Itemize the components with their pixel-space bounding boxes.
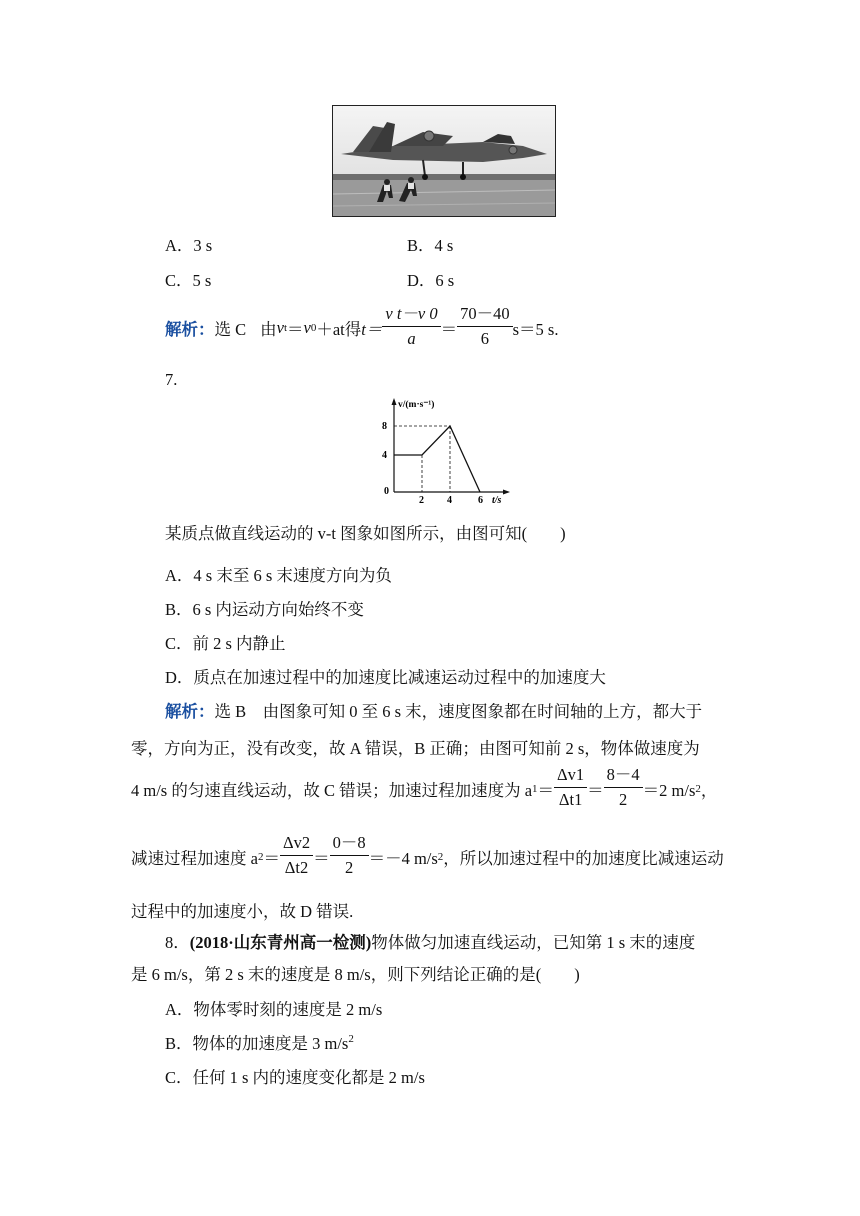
x-axis-arrow	[503, 490, 510, 495]
aircraft-photo-svg	[333, 106, 556, 217]
q7-option-d: D．质点在加速过程中的加速度比减速运动过程中的加速度大	[165, 668, 606, 687]
fraction: $\frac{\text{v t－v 0}}{a}$	[382, 304, 440, 349]
q7-option-b: B．6 s 内运动方向始终不变	[165, 600, 364, 619]
q7-option-c: C．前 2 s 内静止	[165, 634, 286, 653]
q7-solution-line1: 解析：选 B 由图象可知 0 至 6 s 末，速度图象都在时间轴的上方，都大于	[165, 702, 703, 721]
solution-label: 解析：	[165, 320, 215, 339]
q6-option-c: C．5 s	[165, 271, 212, 290]
fraction: $\frac{0-8}{2}$	[330, 833, 369, 878]
vt-series-line	[394, 426, 480, 492]
x-tick-label: 2	[419, 495, 424, 506]
q8-stem-line2: 是 6 m/s，第 2 s 末的速度是 8 m/s，则下列结论正确的是( )	[131, 965, 580, 984]
vt-graph	[358, 395, 518, 512]
q6-option-a: A．3 s	[165, 236, 213, 255]
q7-solution-line2: 零，方向为正，没有改变，故 A 错误，B 正确；由图可知前 2 s，物体做速度为	[131, 739, 700, 758]
q8-source: (2018·山东青州高一检测)	[189, 933, 372, 952]
q8-option-c: C．任何 1 s 内的速度变化都是 2 m/s	[165, 1068, 425, 1087]
q7-number: 7.	[165, 370, 178, 389]
q6-solution: 解析： 选 C 由 v t ＝ v 0 ＋at 得 t＝ $\frac{\text{v t－v 0}}{a}$ ＝ $\frac{70-40}{6}$ s＝5 s.	[165, 303, 559, 348]
y-tick-label: 4	[382, 450, 387, 461]
fraction: $\frac{\Delta v2}{\Delta t2}$	[280, 833, 313, 878]
fraction: $\frac{70-40}{6}$	[457, 304, 513, 349]
x-tick-label: 6	[478, 495, 483, 506]
y-axis-label: v/(m·s⁻¹)	[398, 400, 435, 410]
fraction: $\frac{8-4}{2}$	[604, 765, 643, 810]
q6-option-b: B．4 s	[407, 236, 454, 255]
q8-option-b: B．物体的加速度是 3 $m/s^2$	[165, 1033, 354, 1053]
x-tick-label: 4	[447, 495, 452, 506]
y-axis-arrow	[392, 398, 397, 405]
q7-solution-line3: 4 m/s 的匀速直线运动，故 C 错误；加速过程加速度为 a 1 ＝ $\frac{\Delta v1}{\Delta t1}$ ＝ $\frac{8-4}{2}$ ＝2 m/s 2 ，	[131, 764, 718, 809]
q6-option-d: D．6 s	[407, 271, 455, 290]
y-tick-label: 8	[382, 421, 387, 432]
solution-text: 由	[260, 320, 277, 339]
q7-solution-line4: 减速过程加速度 a 2 ＝ $\frac{\Delta v2}{\Delta t2}$ ＝ $\frac{0-8}{2}$ ＝－4 m/s 2 ，所以加速过程中的加速度比减速运动	[131, 832, 724, 877]
q8-number: 8．	[165, 933, 190, 952]
q7-stem: 某质点做直线运动的 v-t 图象如图所示，由图可知( )	[165, 524, 566, 543]
q7-solution-line5: 过程中的加速度小，故 D 错误.	[131, 902, 354, 921]
fraction: $\frac{\Delta v1}{\Delta t1}$	[554, 765, 587, 810]
vt-graph-svg	[358, 395, 518, 507]
x-axis-label: t/s	[492, 495, 502, 506]
solution-label: 解析：	[165, 702, 215, 721]
y-tick-label: 0	[384, 486, 389, 497]
aircraft-carrier-photo	[332, 105, 556, 217]
q8-option-a: A．物体零时刻的速度是 2 m/s	[165, 1000, 383, 1019]
q7-option-a: A．4 s 末至 6 s 末速度方向为负	[165, 566, 392, 585]
solution-pick: 选 C	[214, 320, 247, 339]
q8-stem-line1: 8．(2018·山东青州高一检测)物体做匀加速直线运动，已知第 1 s 末的速度	[165, 933, 696, 952]
